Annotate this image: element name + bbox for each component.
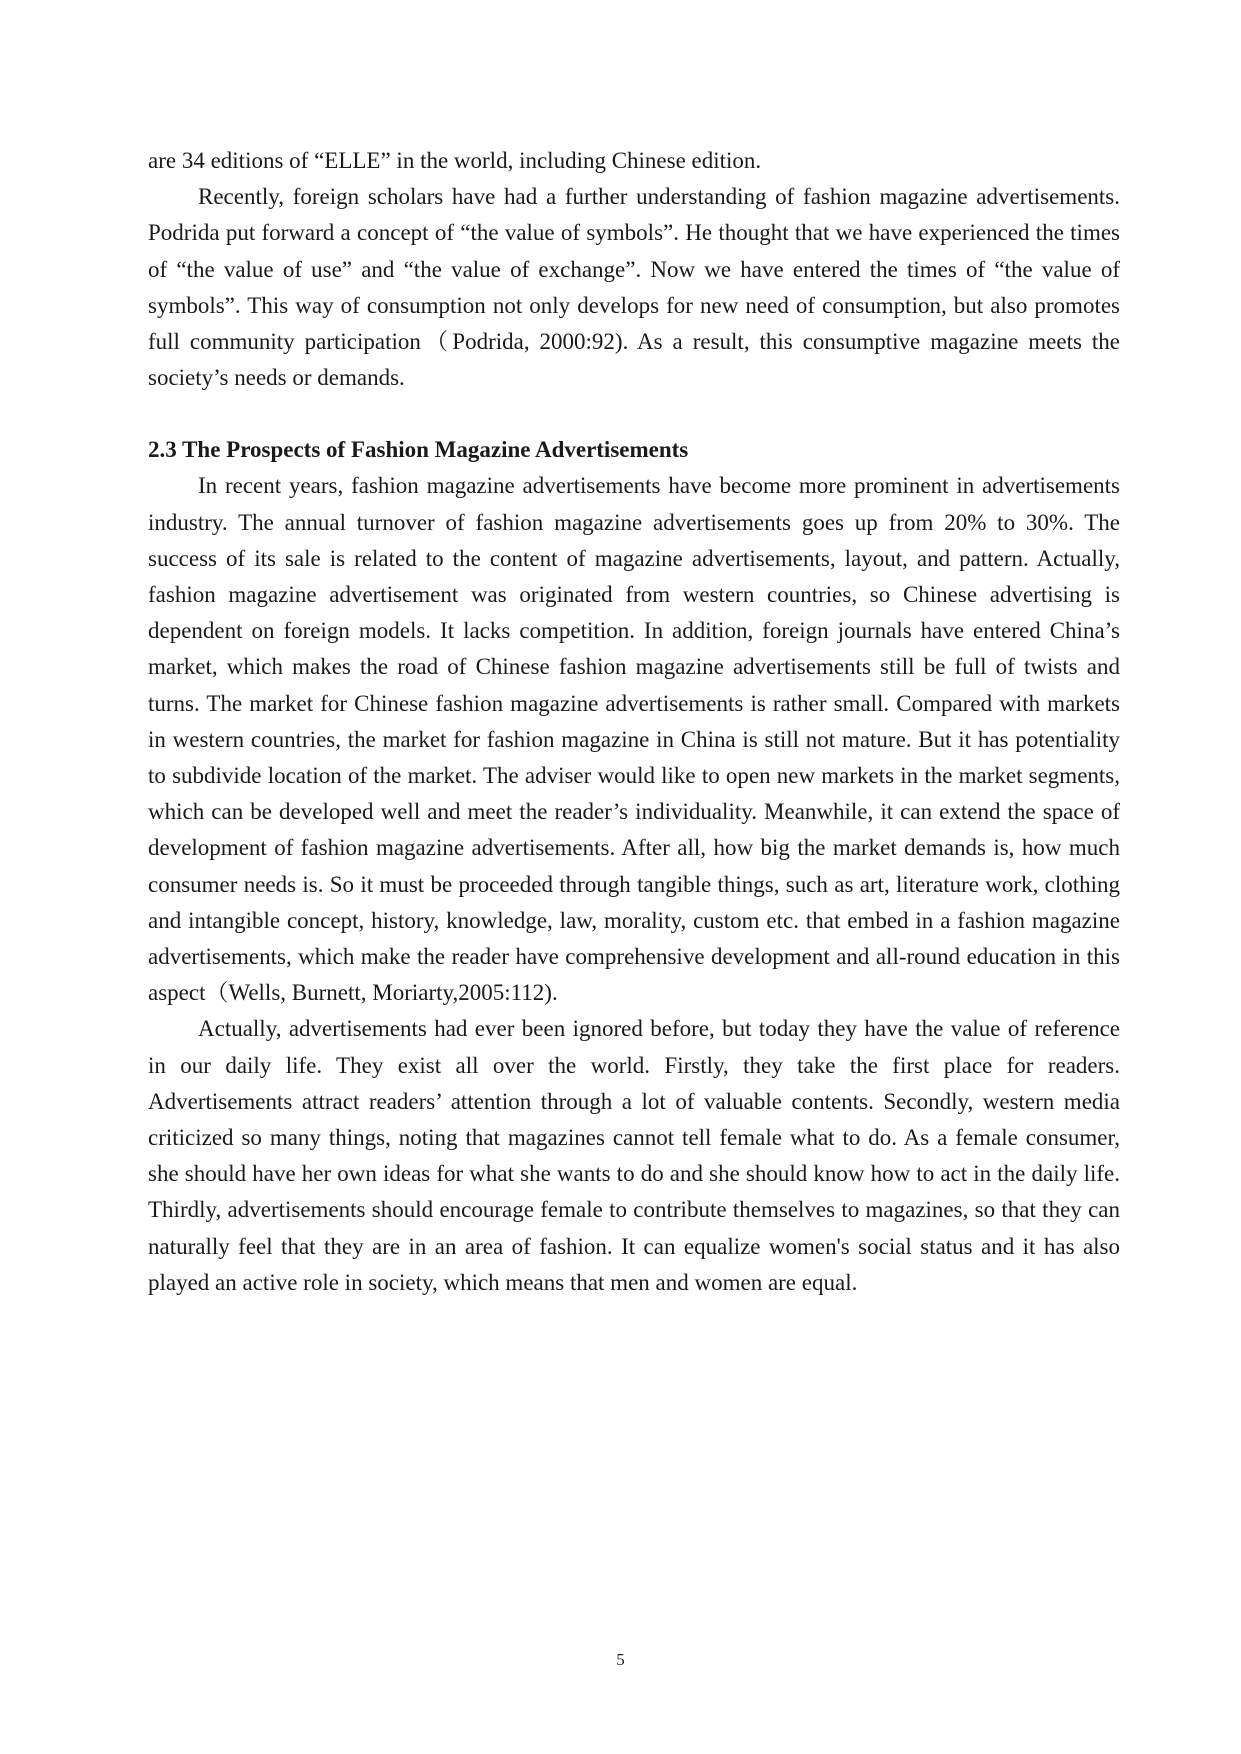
section-heading: 2.3 The Prospects of Fashion Magazine Advertisements: [148, 437, 689, 463]
paragraph-recently: Recently, foreign scholars have had a further understanding of fashion magazine advertisements. Podrida put forward a concept of “the value of symbols”. He thought that we have experienced the times of “the value of use” and “the value of exchange”. Now we have entered the times of “the value of symbols”. This way of consumption not only develops for new need of consumption, but also promotes full community participation（Podrida, 2000:92). As a result, this consumptive magazine meets the society’s needs or demands.: [148, 184, 1120, 391]
document-page: [148, 143, 1120, 1301]
page-number: 5: [616, 1650, 625, 1669]
continuation-paragraph: are 34 editions of “ELLE” in the world, including Chinese edition.: [148, 148, 762, 173]
paragraph-actually: Actually, advertisements had ever been ignored before, but today they have the value of reference in our daily life. They exist all over the world. Firstly, they take the first place for readers. Advertisements attract readers’ attention through a lot of valuable contents. Secondly, western media criticized so many things, noting that magazines cannot tell female what to do. As a female consumer, she should have her own ideas for what she wants to do and she should know how to act in the daily life. Thirdly, advertisements should encourage female to contribute themselves to magazines, so that they can naturally feel that they are in an area of fashion. It can equalize women's social status and it has also played an active role in society, which means that men and women are equal.: [148, 1016, 1120, 1295]
section-spacer: [148, 396, 1120, 432]
paragraph-prospects: In recent years, fashion magazine advertisements have become more prominent in advertisements industry. The annual turnover of fashion magazine advertisements goes up from 20% to 30%. The success of its sale is related to the content of magazine advertisements, layout, and pattern. Actually, fashion magazine advertisement was originated from western countries, so Chinese advertising is dependent on foreign models. It lacks competition. In addition, foreign journals have entered China’s market, which makes the road of Chinese fashion magazine advertisements still be full of twists and turns. The market for Chinese fashion magazine advertisements is rather small. Compared with markets in western countries, the market for fashion magazine in China is still not mature. But it has potentiality to subdivide location of the market. The adviser would like to open new markets in the market segments, which can be developed well and meet the reader’s individuality. Meanwhile, it can extend the space of development of fashion magazine advertisements. After all, how big the market demands is, how much consumer needs is. So it must be proceeded through tangible things, such as art, literature work, clothing and intangible concept, history, knowledge, law, morality, custom etc. that embed in a fashion magazine advertisements, which make the reader have comprehensive development and all-round education in this aspect（Wells, Burnett, Moriarty,2005:112).: [148, 473, 1120, 1006]
